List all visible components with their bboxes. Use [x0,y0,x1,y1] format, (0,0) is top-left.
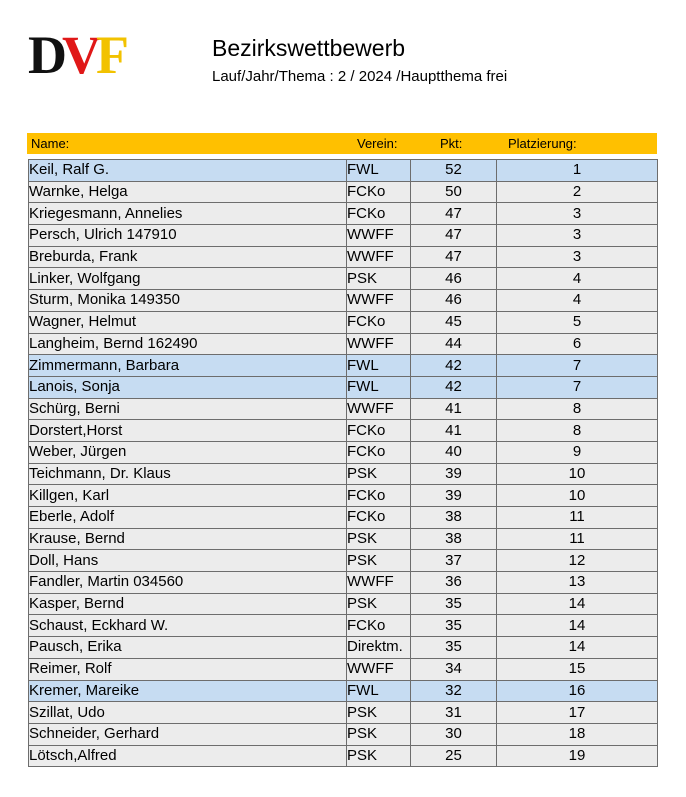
cell-punkte: 40 [411,441,497,463]
cell-verein: FWL [347,355,411,377]
cell-verein: PSK [347,550,411,572]
cell-verein: WWFF [347,333,411,355]
table-row [29,420,658,442]
cell-verein: FWL [347,376,411,398]
cell-punkte: 47 [411,225,497,247]
table-row [29,290,658,312]
cell-punkte: 36 [411,572,497,594]
cell-name: Kremer, Mareike [29,680,347,702]
cell-name: Schneider, Gerhard [29,723,347,745]
cell-punkte: 50 [411,181,497,203]
cell-platzierung: 3 [497,203,658,225]
column-header-verein: Verein: [357,136,398,151]
cell-punkte: 30 [411,723,497,745]
cell-punkte: 44 [411,333,497,355]
table-row [29,572,658,594]
cell-platzierung: 3 [497,246,658,268]
cell-punkte: 38 [411,507,497,529]
cell-punkte: 41 [411,420,497,442]
cell-name: Krause, Bernd [29,528,347,550]
table-row [29,658,658,680]
cell-verein: WWFF [347,572,411,594]
table-row [29,333,658,355]
cell-platzierung: 19 [497,745,658,767]
table-row [29,246,658,268]
table-row [29,485,658,507]
cell-verein: WWFF [347,225,411,247]
table-row [29,441,658,463]
cell-platzierung: 11 [497,528,658,550]
table-row [29,745,658,767]
cell-punkte: 39 [411,485,497,507]
table-row [29,398,658,420]
cell-platzierung: 14 [497,615,658,637]
cell-name: Warnke, Helga [29,181,347,203]
cell-platzierung: 1 [497,160,658,182]
cell-punkte: 34 [411,658,497,680]
cell-punkte: 42 [411,355,497,377]
cell-verein: PSK [347,268,411,290]
cell-punkte: 35 [411,593,497,615]
cell-platzierung: 12 [497,550,658,572]
table-row [29,355,658,377]
table-row [29,203,658,225]
cell-name: Wagner, Helmut [29,311,347,333]
table-row [29,680,658,702]
cell-name: Lanois, Sonja [29,376,347,398]
column-header-name: Name: [31,136,70,151]
cell-verein: FCKo [347,615,411,637]
cell-verein: PSK [347,745,411,767]
cell-platzierung: 6 [497,333,658,355]
cell-punkte: 45 [411,311,497,333]
table-row [29,507,658,529]
dvf-logo [28,25,126,85]
cell-verein: WWFF [347,398,411,420]
cell-platzierung: 2 [497,181,658,203]
cell-verein: WWFF [347,290,411,312]
cell-platzierung: 15 [497,658,658,680]
table-row [29,615,658,637]
table-row [29,550,658,572]
cell-name: Kriegesmann, Annelies [29,203,347,225]
cell-verein: PSK [347,528,411,550]
cell-platzierung: 8 [497,398,658,420]
cell-verein: FCKo [347,420,411,442]
cell-verein: WWFF [347,658,411,680]
cell-platzierung: 4 [497,290,658,312]
results-table-body [29,160,658,767]
cell-verein: FCKo [347,441,411,463]
cell-platzierung: 4 [497,268,658,290]
cell-verein: FWL [347,680,411,702]
cell-verein: Direktm. [347,637,411,659]
table-row [29,463,658,485]
cell-punkte: 37 [411,550,497,572]
cell-name: Doll, Hans [29,550,347,572]
cell-punkte: 47 [411,203,497,225]
cell-name: Langheim, Bernd 162490 [29,333,347,355]
cell-platzierung: 5 [497,311,658,333]
cell-punkte: 47 [411,246,497,268]
cell-punkte: 25 [411,745,497,767]
cell-verein: PSK [347,702,411,724]
cell-punkte: 38 [411,528,497,550]
cell-name: Breburda, Frank [29,246,347,268]
cell-name: Eberle, Adolf [29,507,347,529]
cell-verein: PSK [347,593,411,615]
cell-punkte: 39 [411,463,497,485]
cell-platzierung: 3 [497,225,658,247]
cell-verein: FCKo [347,485,411,507]
cell-punkte: 41 [411,398,497,420]
cell-name: Zimmermann, Barbara [29,355,347,377]
table-row [29,181,658,203]
cell-platzierung: 13 [497,572,658,594]
table-row [29,528,658,550]
cell-name: Reimer, Rolf [29,658,347,680]
table-row [29,376,658,398]
cell-name: Teichmann, Dr. Klaus [29,463,347,485]
cell-verein: FCKo [347,181,411,203]
cell-name: Szillat, Udo [29,702,347,724]
cell-verein: PSK [347,723,411,745]
column-header-pkt: Pkt: [440,136,463,151]
table-row [29,225,658,247]
table-row [29,637,658,659]
cell-platzierung: 10 [497,485,658,507]
cell-punkte: 52 [411,160,497,182]
table-row [29,311,658,333]
cell-name: Killgen, Karl [29,485,347,507]
table-row [29,702,658,724]
page-subtitle: Lauf/Jahr/Thema : 2 / 2024 /Hauptthema frei [212,68,508,85]
table-row [29,593,658,615]
cell-platzierung: 10 [497,463,658,485]
cell-name: Fandler, Martin 034560 [29,572,347,594]
cell-name: Lötsch,Alfred [29,745,347,767]
cell-punkte: 46 [411,268,497,290]
cell-verein: PSK [347,463,411,485]
column-header-band [27,133,657,154]
column-header-platzierung: Platzierung: [508,136,577,151]
cell-punkte: 35 [411,615,497,637]
cell-name: Kasper, Bernd [29,593,347,615]
cell-platzierung: 8 [497,420,658,442]
cell-platzierung: 7 [497,376,658,398]
cell-platzierung: 18 [497,723,658,745]
cell-punkte: 46 [411,290,497,312]
cell-platzierung: 9 [497,441,658,463]
cell-name: Linker, Wolfgang [29,268,347,290]
cell-verein: FCKo [347,311,411,333]
cell-name: Schürg, Berni [29,398,347,420]
cell-punkte: 31 [411,702,497,724]
cell-platzierung: 11 [497,507,658,529]
cell-name: Dorstert,Horst [29,420,347,442]
cell-name: Weber, Jürgen [29,441,347,463]
logo-letter-f: F [96,25,126,85]
cell-platzierung: 14 [497,637,658,659]
cell-platzierung: 16 [497,680,658,702]
cell-platzierung: 17 [497,702,658,724]
cell-punkte: 42 [411,376,497,398]
cell-verein: FWL [347,160,411,182]
page-title: Bezirkswettbewerb [212,35,406,61]
cell-name: Keil, Ralf G. [29,160,347,182]
cell-name: Schaust, Eckhard W. [29,615,347,637]
logo-letter-v: V [62,25,98,85]
cell-platzierung: 7 [497,355,658,377]
table-row [29,723,658,745]
cell-punkte: 32 [411,680,497,702]
cell-name: Sturm, Monika 149350 [29,290,347,312]
cell-name: Pausch, Erika [29,637,347,659]
cell-platzierung: 14 [497,593,658,615]
cell-punkte: 35 [411,637,497,659]
cell-verein: FCKo [347,203,411,225]
cell-name: Persch, Ulrich 147910 [29,225,347,247]
cell-verein: WWFF [347,246,411,268]
logo-letter-d: D [28,25,64,85]
cell-verein: FCKo [347,507,411,529]
table-row [29,268,658,290]
table-row [29,160,658,182]
results-table [28,159,658,767]
